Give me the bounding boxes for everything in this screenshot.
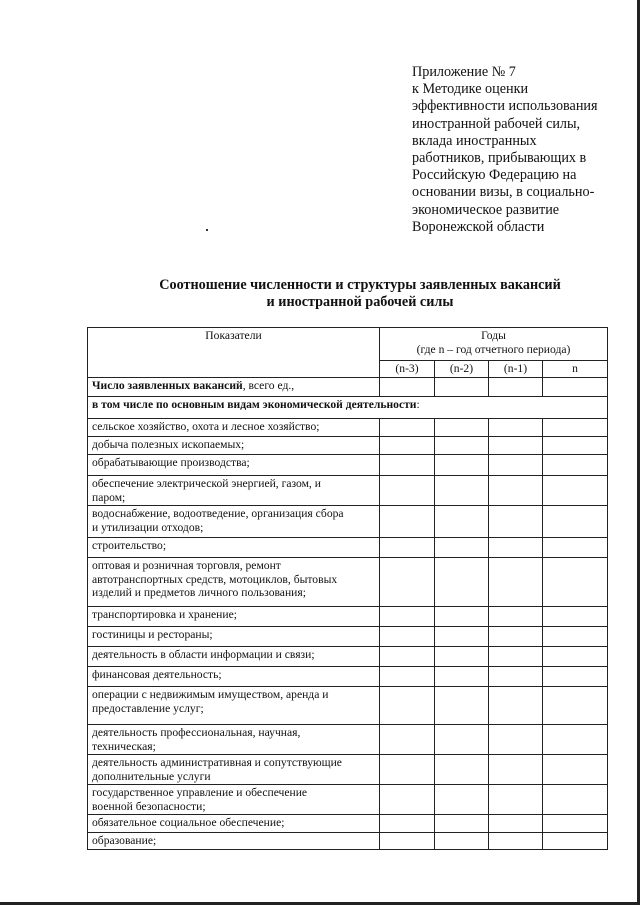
table-cell [380,437,435,455]
table-cell [380,538,435,558]
appendix-line: Приложение № 7 [412,64,516,80]
table-cell [380,667,435,687]
activity-label [88,476,380,506]
table-row [88,755,608,785]
activity-label-line: строительство; [92,539,167,552]
activity-label [88,667,380,687]
table-cell [489,455,543,476]
table-row [88,687,608,725]
table-cell [543,687,608,725]
activity-label [88,815,380,833]
table-row [88,667,608,687]
table-row [88,785,608,815]
activity-label [88,558,380,607]
activity-label-line: финансовая деятельность; [92,668,222,681]
table-cell [489,647,543,667]
table-cell [380,558,435,607]
table-cell [380,455,435,476]
table-cell [543,647,608,667]
table-cell [489,419,543,437]
table-row [88,833,608,850]
activity-label-line: государственное управление и обеспечение [92,786,308,799]
table-cell [543,667,608,687]
activity-label-line: предоставление услуг; [92,701,204,715]
table-cell [435,725,489,755]
activity-label [88,647,380,667]
activity-label [88,506,380,538]
table-cell [380,815,435,833]
table-cell [489,833,543,850]
table-cell [435,437,489,455]
table-cell [543,755,608,785]
table-cell [435,647,489,667]
table-cell [543,815,608,833]
table-cell [489,785,543,815]
appendix-line: вклада иностранных [412,132,537,149]
table-cell [435,607,489,627]
table-cell [435,815,489,833]
table-cell [489,627,543,647]
title-line: Соотношение численности и структуры заявленных вакансий [159,277,561,293]
header-indicators: Показатели [88,328,380,378]
document-title [80,277,640,311]
activity-label [88,419,380,437]
title-line: и иностранной рабочей силы [266,294,454,310]
table-cell [435,833,489,850]
activity-label [88,627,380,647]
activity-label [88,538,380,558]
activity-label-line: обрабатывающие производства; [92,456,250,469]
header-years-note: (где n – год отчетного периода) [416,342,571,356]
table-cell [489,538,543,558]
table-cell [489,755,543,785]
year-col-n-2: (n-2) [435,361,489,378]
appendix-line: к Методике оценки [412,81,529,98]
table-cell [543,833,608,850]
table-row [88,506,608,538]
activity-label [88,833,380,850]
table-cell [489,558,543,607]
total-row-label-rest: , всего ед., [242,379,295,392]
section-header-row [88,397,608,419]
appendix-line: эффективности использования [412,98,598,115]
table-header-row [88,328,608,361]
table-cell [380,647,435,667]
activity-label-line: дополнительные услуги [92,769,211,783]
table-cell [435,667,489,687]
activity-label-line: военной безопасности; [92,799,206,813]
appendix-line: основании визы, в социально- [412,184,595,201]
activity-label-line: водоснабжение, водоотведение, организация сбора [92,507,344,520]
table-cell [380,755,435,785]
table-cell [543,785,608,815]
activity-label-line: деятельность профессиональная, научная, [92,726,301,739]
table-cell [543,455,608,476]
table-cell [435,419,489,437]
table-cell [435,755,489,785]
activity-label-line: сельское хозяйство, охота и лесное хозяйство; [92,420,320,433]
table-cell [543,476,608,506]
table-cell [380,725,435,755]
table-cell [380,833,435,850]
total-row-label-bold: Число заявленных вакансий [92,379,243,392]
year-col-n-3: (n-3) [380,361,435,378]
table-cell [489,607,543,627]
header-years [380,328,608,361]
appendix-line: работников, прибывающих в [412,150,587,167]
appendix-line: экономическое развитие [412,201,560,218]
activity-label-line: добыча полезных ископаемых; [92,438,245,451]
activity-label [88,755,380,785]
table-cell [435,538,489,558]
table-row [88,419,608,437]
table-cell [543,506,608,538]
activity-label-line: деятельность в области информации и связи; [92,648,315,661]
appendix-note [412,64,632,236]
activity-label-line: образование; [92,834,157,847]
section-header [88,397,608,419]
table-cell [380,607,435,627]
table-cell [435,476,489,506]
table-cell [380,506,435,538]
table-row [88,455,608,476]
activity-label-line: обеспечение электрической энергией, газом, и [92,477,321,490]
table-cell [380,687,435,725]
header-years-label: Годы [481,329,506,342]
activity-label [88,437,380,455]
table-cell [543,437,608,455]
table-cell [489,815,543,833]
table-cell [380,378,435,397]
activity-label [88,687,380,725]
table-cell [380,476,435,506]
table-cell [435,627,489,647]
activity-label-line: и утилизации отходов; [92,520,204,534]
activity-label [88,607,380,627]
table-row [88,437,608,455]
table-cell [435,455,489,476]
table-cell [489,667,543,687]
activity-label [88,785,380,815]
table-cell [543,627,608,647]
table-row [88,627,608,647]
activity-label-line: обязательное социальное обеспечение; [92,816,285,829]
activity-label-line: оптовая и розничная торговля, ремонт [92,559,281,572]
table-cell [435,378,489,397]
table-cell [489,437,543,455]
total-row-label [88,378,380,397]
table-cell [543,558,608,607]
table-cell [435,558,489,607]
table-cell [489,378,543,397]
activity-label [88,455,380,476]
activity-label-line: автотранспортных средств, мотоциклов, бытовых [92,572,338,586]
year-col-n: n [543,361,608,378]
table-row [88,815,608,833]
table-cell [543,607,608,627]
appendix-line: Воронежской области [412,218,545,235]
table-cell [489,687,543,725]
table-cell [435,506,489,538]
activity-label-line: транспортировка и хранение; [92,608,237,621]
table-cell [543,378,608,397]
vacancies-table [87,327,608,850]
table-row [88,476,608,506]
table-cell [489,476,543,506]
table-row [88,538,608,558]
table-cell [380,785,435,815]
table-row [88,558,608,607]
activity-label-line: гостиницы и рестораны; [92,628,213,641]
activity-label-line: техническая; [92,739,156,753]
table-cell [435,785,489,815]
table-cell [380,627,435,647]
section-header-suffix: : [416,398,420,411]
appendix-line: иностранной рабочей силы, [412,115,581,132]
activity-label-line: паром; [92,490,126,504]
activity-label-line: изделий и предметов личного пользования; [92,586,306,599]
table-cell [380,419,435,437]
table-cell [489,725,543,755]
section-header-bold: в том числе по основным видам экономической деятельности [92,398,417,411]
table-cell [543,538,608,558]
total-row [88,378,608,397]
table-row [88,607,608,627]
appendix-line: Российскую Федерацию на [412,167,577,184]
table-cell [489,506,543,538]
activity-label-line: деятельность административная и сопутствующие [92,756,342,769]
table-row [88,647,608,667]
activity-label-line: операции с недвижимым имуществом, аренда и [92,688,329,701]
table-cell [543,419,608,437]
activity-label [88,725,380,755]
table-cell [435,687,489,725]
stray-dot [206,229,208,231]
table-cell [543,725,608,755]
year-col-n-1: (n-1) [489,361,543,378]
table-row [88,725,608,755]
